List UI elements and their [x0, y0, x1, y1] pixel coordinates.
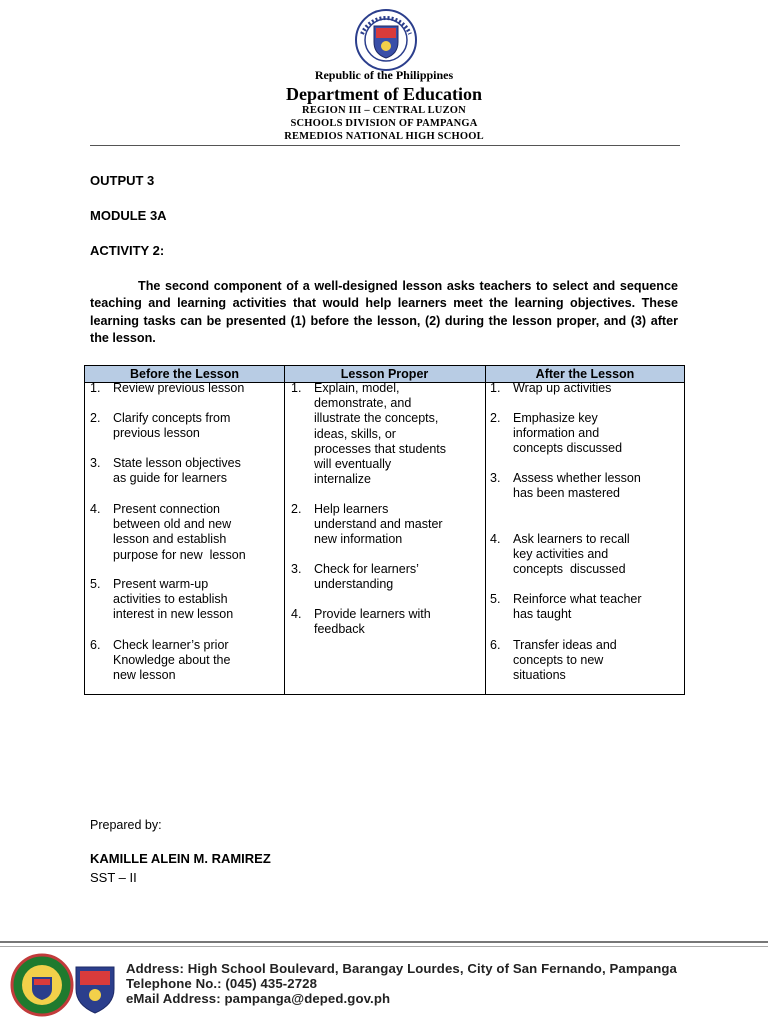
list-item-line: key activities and: [513, 547, 609, 562]
footer-address: Address: High School Boulevard, Barangay Lourdes, City of San Fernando, Pampanga: [126, 961, 677, 976]
list-item-line: new lesson: [113, 668, 176, 683]
list-item-number: 2.: [90, 411, 101, 425]
list-item-text: [513, 592, 642, 622]
list-item-line: understand and master: [314, 517, 443, 532]
list-item-line: will eventually: [314, 457, 392, 472]
list-item-line: Ask learners to recall: [513, 532, 630, 546]
list-item-line: demonstrate, and: [314, 396, 412, 411]
header-school: REMEDIOS NATIONAL HIGH SCHOOL: [284, 131, 484, 142]
list-item-text: [113, 381, 244, 396]
list-item-text: [513, 411, 622, 457]
list-item-line: Review previous lesson: [113, 381, 245, 395]
header-republic: Republic of the Philippines: [314, 68, 454, 82]
list-item-number: 3.: [490, 471, 501, 485]
list-item-line: Present connection: [113, 502, 221, 516]
list-item-number: 5.: [490, 592, 501, 606]
list-item-line: Help learners: [314, 502, 389, 516]
list-item-line: concepts to new: [513, 653, 604, 668]
list-item-text: [314, 381, 446, 487]
list-item-line: new information: [314, 532, 403, 547]
list-item-line: Check learner’s prior: [113, 638, 229, 652]
list-item-line: Check for learners’: [314, 562, 419, 576]
list-item-number: 1.: [490, 381, 501, 395]
list-item-line: activities to establish: [113, 592, 228, 607]
list-item-text: [113, 502, 246, 563]
list-item-number: 2.: [490, 411, 501, 425]
column-header-before: Before the Lesson: [129, 367, 240, 381]
list-item-text: [513, 638, 617, 684]
header-divider: [90, 145, 680, 146]
list-item-line: concepts discussed: [513, 441, 623, 456]
list-item-text: [314, 502, 443, 548]
list-item-text: [113, 456, 241, 486]
deped-seal-logo: [352, 8, 420, 72]
column-header-after: After the Lesson: [535, 367, 635, 381]
list-item-text: [314, 562, 419, 592]
list-item-line: situations: [513, 668, 566, 683]
intro-paragraph: The second component of a well-designed lesson asks teachers to select and sequence teaching and learning activities that would help learners meet the learning objectives. These learning tasks can be presented (1) before the lesson, (2) during the lesson proper, and (3) after the lesson.: [90, 279, 678, 346]
list-item-number: 3.: [291, 562, 302, 576]
column-divider: [284, 366, 285, 694]
deped-footer-logos: [10, 953, 118, 1017]
list-item-text: [113, 411, 230, 441]
list-item-text: [113, 638, 230, 684]
footer-email: eMail Address: pampanga@deped.gov.ph: [126, 991, 391, 1006]
lesson-table: [84, 365, 685, 695]
list-item-number: 4.: [90, 502, 101, 516]
list-item-number: 4.: [490, 532, 501, 546]
header-division: SCHOOLS DIVISION OF PAMPANGA: [290, 118, 478, 129]
list-item-line: understanding: [314, 577, 394, 592]
list-item-text: [113, 577, 233, 623]
module-label: MODULE 3A: [90, 208, 167, 223]
preparer-position: SST – II: [90, 870, 137, 885]
list-item-line: Explain, model,: [314, 381, 400, 395]
footer-divider-thin: [0, 946, 768, 947]
list-item-line: State lesson objectives: [113, 456, 241, 470]
list-item-line: between old and new: [113, 517, 232, 532]
list-item-line: has been mastered: [513, 486, 621, 501]
list-item-line: Knowledge about the: [113, 653, 231, 668]
prepared-by-label: Prepared by:: [90, 818, 162, 832]
list-item-line: Clarify concepts from: [113, 411, 231, 425]
list-item-number: 5.: [90, 577, 101, 591]
output-label: OUTPUT 3: [90, 173, 155, 188]
footer-telephone: Telephone No.: (045) 435-2728: [126, 976, 318, 991]
footer-divider: [0, 941, 768, 943]
column-divider: [485, 366, 486, 694]
list-item-line: internalize: [314, 472, 371, 487]
list-item-number: 4.: [291, 607, 302, 621]
list-item-line: interest in new lesson: [113, 607, 234, 622]
list-item-number: 6.: [490, 638, 501, 652]
list-item-text: [513, 471, 641, 501]
list-item-line: Wrap up activities: [513, 381, 612, 395]
list-item-line: Assess whether lesson: [513, 471, 641, 485]
list-item-line: concepts discussed: [513, 562, 626, 577]
list-item-line: processes that students: [314, 441, 447, 456]
list-item-line: purpose for new lesson: [113, 547, 246, 562]
list-item-number: 2.: [291, 502, 302, 516]
list-item-text: [513, 532, 630, 578]
list-item-line: ideas, skills, or: [314, 426, 396, 441]
list-item-number: 1.: [291, 381, 302, 395]
column-header-proper: Lesson Proper: [340, 367, 429, 381]
list-item-text: [513, 381, 611, 396]
list-item-line: Emphasize key: [513, 411, 598, 425]
list-item-line: Present warm-up: [113, 577, 209, 591]
list-item-number: 6.: [90, 638, 101, 652]
list-item-line: lesson and establish: [113, 532, 227, 547]
list-item-line: feedback: [314, 622, 365, 637]
activity-label: ACTIVITY 2:: [90, 243, 165, 258]
list-item-line: Provide learners with: [314, 607, 431, 621]
list-item-line: Transfer ideas and: [513, 638, 617, 652]
list-item-line: illustrate the concepts,: [314, 411, 439, 426]
list-item-line: has taught: [513, 607, 572, 622]
preparer-name: KAMILLE ALEIN M. RAMIREZ: [90, 851, 271, 866]
list-item-number: 1.: [90, 381, 101, 395]
list-item-text: [314, 607, 431, 637]
list-item-number: 3.: [90, 456, 101, 470]
list-item-line: previous lesson: [113, 426, 200, 441]
header-department: Department of Education: [286, 84, 482, 104]
header-region: REGION III – CENTRAL LUZON: [302, 105, 466, 116]
list-item-line: information and: [513, 426, 600, 441]
list-item-line: as guide for learners: [113, 471, 227, 486]
list-item-line: Reinforce what teacher: [513, 592, 642, 606]
